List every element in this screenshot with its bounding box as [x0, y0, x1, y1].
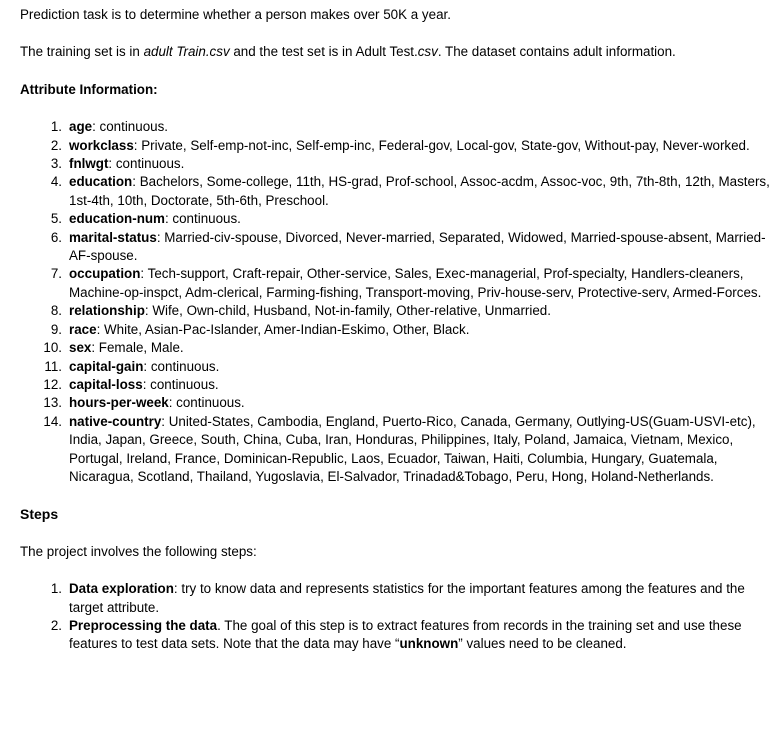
step-title: Data exploration	[69, 581, 174, 597]
attributes-heading: Attribute Information:	[20, 81, 158, 97]
list-item	[20, 321, 771, 339]
list-number: 1.	[50, 119, 62, 135]
attribute-desc: : Married-civ-spouse, Divorced, Never-married, Separated, Widowed, Married-spouse-absent, Married-AF-spouse.	[69, 229, 766, 264]
steps-heading: Steps	[20, 506, 59, 523]
intro-text-b: and the test set is in Adult Test.	[229, 44, 418, 60]
attribute-name: race	[69, 321, 97, 337]
attribute-name: capital-loss	[69, 376, 143, 392]
list-item	[20, 155, 771, 173]
list-item	[20, 580, 771, 617]
list-item	[20, 210, 771, 228]
list-number: 8.	[50, 303, 62, 319]
unknown-emphasis: unknown	[399, 636, 459, 652]
steps-intro: The project involves the following steps:	[20, 543, 257, 559]
list-number: 1.	[50, 581, 62, 597]
list-number: 4.	[50, 174, 62, 190]
attribute-desc: : continuous.	[168, 395, 245, 411]
step-desc-b: ” values need to be cleaned.	[458, 636, 627, 652]
attribute-name: capital-gain	[69, 358, 144, 374]
attribute-name: workclass	[69, 137, 134, 153]
list-item	[20, 394, 771, 412]
attribute-desc: : Tech-support, Craft-repair, Other-service, Sales, Exec-managerial, Prof-specialty, Handlers-cleaners, Machine-op-inspct, Adm-clerical, Farming-fishing, Transport-moving, Priv-house-serv, Protective-serv, Armed-Forces.	[69, 266, 762, 300]
list-item	[20, 302, 771, 320]
attribute-name: hours-per-week	[69, 395, 169, 411]
intro-line-1: Prediction task is to determine whether a person makes over 50K a year.	[20, 7, 451, 22]
list-number: 2.	[50, 617, 62, 633]
attribute-desc: : Private, Self-emp-not-inc, Self-emp-inc, Federal-gov, Local-gov, State-gov, Without-pay, Never-worked.	[133, 137, 750, 153]
list-item	[20, 173, 771, 210]
list-number: 2.	[50, 137, 62, 153]
attribute-name: relationship	[69, 303, 145, 319]
list-number: 12.	[43, 376, 62, 392]
attribute-name: age	[69, 119, 93, 135]
train-file-name: adult Train.csv	[143, 44, 230, 60]
list-item	[20, 376, 771, 394]
list-number: 7.	[50, 266, 62, 282]
intro-text-a: The training set is in	[20, 44, 144, 60]
list-number: 14.	[43, 413, 62, 429]
list-number: 5.	[50, 211, 62, 227]
intro-line-2	[20, 43, 771, 61]
attribute-desc: : Wife, Own-child, Husband, Not-in-family, Other-relative, Unmarried.	[144, 303, 551, 319]
list-item	[20, 413, 771, 487]
list-item	[20, 617, 771, 654]
attribute-name: marital-status	[69, 229, 157, 245]
attribute-name: sex	[69, 340, 92, 356]
attribute-name: education	[69, 174, 133, 190]
attribute-desc: : White, Asian-Pac-Islander, Amer-Indian-Eskimo, Other, Black.	[96, 321, 470, 337]
attribute-name: fnlwgt	[69, 156, 109, 172]
intro-text-c: . The dataset contains adult information.	[437, 44, 676, 60]
list-number: 10.	[43, 340, 62, 356]
list-number: 6.	[50, 229, 62, 245]
steps-list	[20, 580, 771, 654]
attribute-desc: : Bachelors, Some-college, 11th, HS-grad, Prof-school, Assoc-acdm, Assoc-voc, 9th, 7th-8th, 12th, Masters, 1st-4th, 10th, Doctorate, 5th-6th, Preschool.	[69, 174, 770, 208]
list-number: 13.	[43, 395, 62, 411]
test-file-ext: csv	[417, 44, 438, 60]
step-title: Preprocessing the data	[69, 617, 218, 633]
attribute-desc: : United-States, Cambodia, England, Puerto-Rico, Canada, Germany, Outlying-US(Guam-USVI-etc), India, Japan, Greece, South, China, Cuba, Iran, Honduras, Philippines, Italy, Poland, Jamaica, Vietnam, Mexico, Portugal, Ireland, France, Dominican-Republic, Laos, Ecuador, Taiwan, Haiti, Columbia, Hungary, Guatemala, Nicaragua, Scotland, Thailand, Yugoslavia, El-Salvador, Trinadad&Tobago, Peru, Hong, Holand-Netherlands.	[69, 413, 756, 484]
attribute-list	[20, 118, 771, 486]
attribute-name: occupation	[69, 266, 141, 282]
attribute-name: native-country	[69, 413, 162, 429]
list-item	[20, 137, 771, 155]
list-number: 3.	[50, 156, 62, 172]
list-item	[20, 229, 771, 266]
step-desc: : try to know data and represents statistics for the important features among the features and the target attribute.	[69, 581, 745, 615]
attribute-desc: : continuous.	[143, 358, 220, 374]
attribute-desc: : continuous.	[164, 211, 241, 227]
attribute-desc: : Female, Male.	[91, 340, 184, 356]
step-desc-a: . The goal of this step is to extract features from records in the training set and use these features to test data sets. Note that the data may have “	[69, 617, 742, 652]
attribute-desc: : continuous.	[142, 376, 219, 392]
attribute-name: education-num	[69, 211, 165, 227]
attribute-desc: : continuous.	[92, 119, 169, 135]
list-item	[20, 358, 771, 376]
list-item	[20, 118, 771, 136]
list-item	[20, 339, 771, 357]
attribute-desc: : continuous.	[108, 156, 185, 172]
list-item	[20, 265, 771, 302]
list-number: 9.	[50, 321, 62, 337]
list-number: 11.	[44, 358, 62, 374]
